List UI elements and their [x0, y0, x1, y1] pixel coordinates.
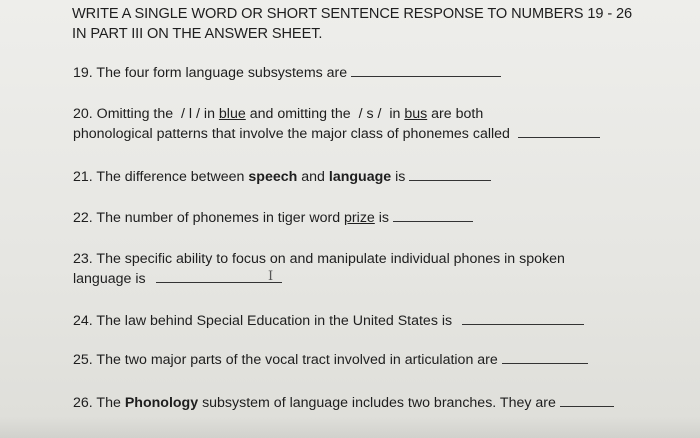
term-language: language	[328, 169, 392, 185]
question-20-line-2: phonological patterns that involve the major class of phonemes called	[73, 126, 510, 142]
question-25	[73, 350, 683, 370]
word-bus: bus	[404, 106, 428, 122]
answer-blank-24[interactable]	[462, 312, 584, 325]
question-20-part-1: 20. Omitting the	[73, 106, 174, 122]
question-21-part-1: 21. The difference between	[73, 169, 245, 185]
term-speech: speech	[248, 169, 298, 185]
question-22	[73, 208, 683, 228]
instructions-line-2: IN PART III ON THE ANSWER SHEET.	[72, 26, 323, 42]
question-21-part-3: is	[395, 169, 406, 185]
instructions-header	[72, 4, 672, 44]
question-22-part-2: is	[378, 210, 390, 226]
answer-blank-20[interactable]	[518, 125, 600, 138]
question-24-text: 24. The law behind Special Education in the United States is	[73, 313, 453, 329]
question-23	[73, 249, 683, 289]
question-20-part-3: and omitting the	[249, 106, 351, 122]
question-20	[73, 104, 683, 144]
question-21	[73, 167, 683, 187]
phoneme-s-symbol: / s /	[358, 106, 382, 122]
question-26-part-2: subsystem of language includes two branches. They are	[202, 395, 556, 411]
question-23-line-2: language is	[73, 271, 146, 287]
answer-blank-22[interactable]	[393, 209, 473, 222]
question-19-text: 19. The four form language subsystems are	[73, 65, 348, 81]
question-20-part-2: in	[203, 106, 215, 122]
question-25-text: 25. The two major parts of the vocal tract involved in articulation are	[73, 352, 498, 368]
instructions-line-1: WRITE A SINGLE WORD OR SHORT SENTENCE RESPONSE TO NUMBERS 19 - 26	[72, 6, 633, 22]
question-19	[73, 63, 683, 83]
question-23-line-1: 23. The specific ability to focus on and manipulate individual phones in spoken	[73, 251, 565, 267]
question-26-part-1: 26. The	[73, 395, 121, 411]
word-prize: prize	[344, 210, 375, 226]
question-21-part-2: and	[301, 169, 325, 185]
question-20-part-4: in	[389, 106, 401, 122]
text-cursor-icon: I	[268, 269, 274, 284]
term-phonology: Phonology	[124, 395, 199, 411]
page-shadow	[0, 416, 700, 438]
answer-blank-23[interactable]	[156, 270, 282, 283]
word-blue: blue	[218, 106, 246, 122]
answer-blank-21[interactable]	[409, 168, 491, 181]
phoneme-l-symbol: / l /	[181, 106, 200, 122]
answer-blank-25[interactable]	[502, 351, 588, 364]
question-22-part-1: 22. The number of phonemes in tiger word	[73, 210, 341, 226]
answer-blank-19[interactable]	[351, 64, 501, 77]
question-20-part-5: are both	[431, 106, 484, 122]
answer-blank-26[interactable]	[560, 394, 614, 407]
question-24	[73, 311, 683, 331]
question-26	[73, 393, 683, 413]
